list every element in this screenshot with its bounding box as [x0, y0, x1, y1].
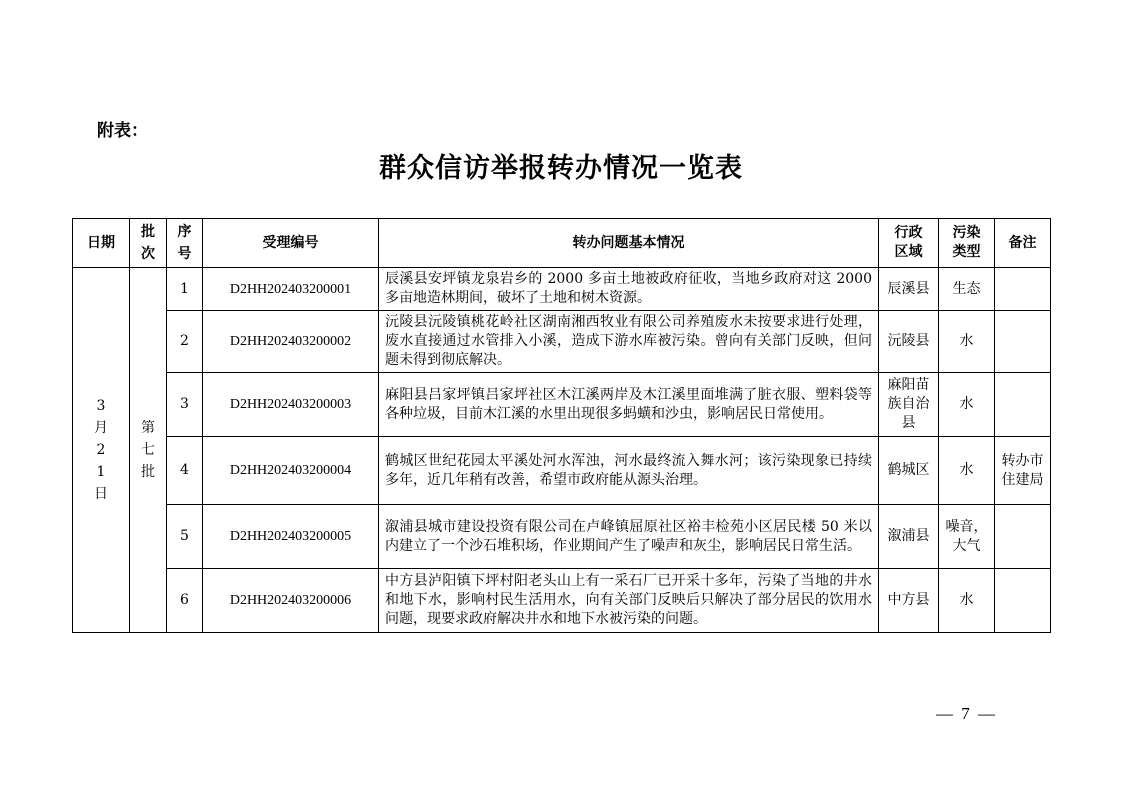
row-pollution: 水 — [939, 311, 995, 373]
row-desc: 沅陵县沅陵镇桃花岭社区湖南湘西牧业有限公司养殖废水未按要求进行处理，废水直接通过水管排入小溪，造成下游水库被污染。曾向有关部门反映，但问题未得到彻底解决。 — [379, 311, 879, 373]
row-pollution: 水 — [939, 569, 995, 633]
table-row — [73, 373, 1051, 437]
table-header-row — [73, 219, 1051, 268]
header-note: 备注 — [995, 219, 1051, 268]
row-seq: 2 — [167, 311, 203, 373]
header-pollution: 污染类型 — [939, 219, 995, 268]
table-row — [73, 505, 1051, 569]
row-pollution: 水 — [939, 437, 995, 505]
row-note — [995, 569, 1051, 633]
table-row — [73, 268, 1051, 311]
header-batch: 批次 — [130, 219, 167, 268]
row-note — [995, 268, 1051, 311]
row-desc: 麻阳县吕家坪镇吕家坪社区木江溪两岸及木江溪里面堆满了脏衣服、塑料袋等各种垃圾，目前木江溪的水里出现很多蚂蟥和沙虫，影响居民日常使用。 — [379, 373, 879, 437]
row-seq: 6 — [167, 569, 203, 633]
row-code: D2HH202403200002 — [203, 311, 379, 373]
row-note — [995, 505, 1051, 569]
row-desc: 辰溪县安坪镇龙泉岩乡的 2000 多亩土地被政府征收，当地乡政府对这 2000 多亩地造林期间，破坏了土地和树木资源。 — [379, 268, 879, 311]
document-title: 群众信访举报转办情况一览表 — [379, 153, 743, 184]
row-code: D2HH202403200004 — [203, 437, 379, 505]
annex-label: 附表： — [97, 121, 148, 141]
row-note — [995, 373, 1051, 437]
row-pollution: 水 — [939, 373, 995, 437]
row-seq: 1 — [167, 268, 203, 311]
header-desc: 转办问题基本情况 — [379, 219, 879, 268]
row-region: 沅陵县 — [879, 311, 939, 373]
row-region: 辰溪县 — [879, 268, 939, 311]
header-seq: 序号 — [167, 219, 203, 268]
complaints-table — [72, 218, 1051, 633]
date-cell: 3月21日 — [73, 268, 130, 633]
row-code: D2HH202403200006 — [203, 569, 379, 633]
table-row — [73, 569, 1051, 633]
row-code: D2HH202403200001 — [203, 268, 379, 311]
row-code: D2HH202403200005 — [203, 505, 379, 569]
table-row — [73, 437, 1051, 505]
header-region: 行政区域 — [879, 219, 939, 268]
row-desc: 中方县泸阳镇下坪村阳老头山上有一采石厂已开采十多年，污染了当地的井水和地下水，影响村民生活用水，向有关部门反映后只解决了部分居民的饮用水问题，现要求政府解决井水和地下水被污染的问题。 — [379, 569, 879, 633]
row-desc: 鹤城区世纪花园太平溪处河水浑浊，河水最终流入舞水河；该污染现象已持续多年，近几年稍有改善，希望市政府能从源头治理。 — [379, 437, 879, 505]
row-seq: 3 — [167, 373, 203, 437]
row-note: 转办市住建局 — [995, 437, 1051, 505]
row-region: 溆浦县 — [879, 505, 939, 569]
row-note — [995, 311, 1051, 373]
row-region: 中方县 — [879, 569, 939, 633]
batch-cell: 第七批 — [130, 268, 167, 633]
row-code: D2HH202403200003 — [203, 373, 379, 437]
table-row — [73, 311, 1051, 373]
row-region: 麻阳苗族自治县 — [879, 373, 939, 437]
row-seq: 5 — [167, 505, 203, 569]
row-desc: 溆浦县城市建设投资有限公司在卢峰镇屈原社区裕丰检苑小区居民楼 50 米以内建立了一个沙石堆积场，作业期间产生了噪声和灰尘，影响居民日常生活。 — [379, 505, 879, 569]
page-number: — 7 — — [936, 704, 997, 723]
row-region: 鹤城区 — [879, 437, 939, 505]
row-pollution: 生态 — [939, 268, 995, 311]
header-date: 日期 — [73, 219, 130, 268]
row-pollution: 噪音，大气 — [939, 505, 995, 569]
header-code: 受理编号 — [203, 219, 379, 268]
row-seq: 4 — [167, 437, 203, 505]
